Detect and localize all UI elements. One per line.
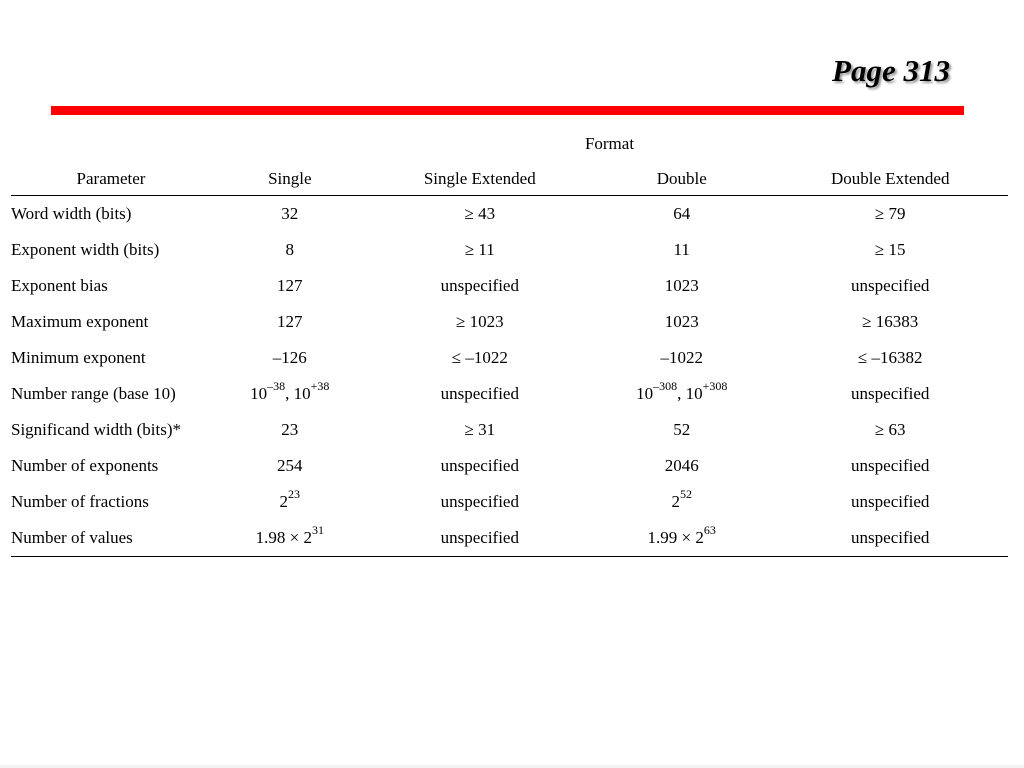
table-row — [11, 448, 1008, 484]
power-exponent: 52 — [679, 487, 692, 502]
row-parameter: Word width (bits) — [11, 204, 132, 223]
power-base: 2 — [303, 528, 312, 547]
table-row — [11, 304, 1008, 340]
cell-single — [211, 376, 369, 412]
row-parameter: Exponent width (bits) — [11, 240, 160, 259]
cell-single-extended: unspecified — [440, 492, 519, 511]
cell-double: 1023 — [664, 276, 699, 295]
cell-double: 1023 — [664, 312, 699, 331]
page-title: Page 313 — [832, 53, 950, 88]
cell-double: 11 — [673, 240, 690, 259]
column-header-double-extended: Double Extended — [772, 162, 1008, 196]
cell-double-extended: ≤ –16382 — [857, 348, 923, 367]
row-parameter: Exponent bias — [11, 276, 108, 295]
cell-double: 52 — [673, 420, 691, 439]
power-exponent: 23 — [288, 487, 301, 502]
range-low-exponent: –38 — [267, 379, 286, 394]
cell-double-extended: ≥ 15 — [874, 240, 906, 259]
cell-double-extended: unspecified — [851, 276, 930, 295]
column-header-row — [11, 162, 1008, 196]
row-parameter: Maximum exponent — [11, 312, 149, 331]
cell-single-extended: ≤ –1022 — [451, 348, 508, 367]
table-row — [11, 376, 1008, 412]
cell-single-extended: unspecified — [440, 384, 519, 403]
row-parameter: Number of exponents — [11, 456, 159, 475]
cell-single: 23 — [281, 420, 299, 439]
cell-double: 2046 — [664, 456, 699, 475]
cell-single — [211, 520, 369, 557]
column-header-single: Single — [211, 162, 369, 196]
cell-single-extended: ≥ 43 — [464, 204, 496, 223]
range-high-base: 10 — [293, 384, 311, 403]
cell-single: 8 — [285, 240, 295, 259]
row-parameter: Significand width (bits)* — [11, 420, 181, 439]
range-high-base: 10 — [685, 384, 703, 403]
column-header-single-extended: Single Extended — [369, 162, 591, 196]
empty-header-cell — [11, 126, 211, 162]
cell-double — [591, 484, 772, 520]
table-row — [11, 196, 1008, 233]
cell-double-extended: unspecified — [851, 492, 930, 511]
power-coefficient: 1.98 × — [255, 528, 304, 547]
table-row — [11, 268, 1008, 304]
row-parameter: Minimum exponent — [11, 348, 146, 367]
cell-single: –126 — [272, 348, 307, 367]
range-high-exponent: +308 — [702, 379, 728, 394]
cell-single-extended: unspecified — [440, 276, 519, 295]
cell-single-extended: unspecified — [440, 456, 519, 475]
cell-single-extended: unspecified — [369, 520, 591, 557]
cell-double-extended: ≥ 79 — [874, 204, 906, 223]
power-base: 2 — [279, 492, 289, 511]
range-low-base: 10 — [636, 384, 654, 403]
cell-double-extended: ≥ 16383 — [862, 312, 919, 331]
column-header-double: Double — [591, 162, 772, 196]
range-low-exponent: –308 — [653, 379, 678, 394]
column-header-parameter: Parameter — [11, 162, 211, 196]
table-row — [11, 340, 1008, 376]
row-parameter: Number of fractions — [11, 492, 149, 511]
cell-double-extended: ≥ 63 — [874, 420, 906, 439]
range-low-base: 10 — [250, 384, 268, 403]
cell-double-extended: unspecified — [851, 384, 930, 403]
cell-double — [591, 376, 772, 412]
float-format-table — [11, 126, 1008, 557]
row-parameter: Number range (base 10) — [11, 384, 176, 403]
table-row — [11, 412, 1008, 448]
cell-single: 254 — [277, 456, 303, 475]
power-base: 2 — [671, 492, 680, 511]
cell-double-extended: unspecified — [772, 520, 1008, 557]
cell-double — [591, 520, 772, 557]
cell-double-extended: unspecified — [851, 456, 930, 475]
power-base: 2 — [695, 528, 704, 547]
power-coefficient: 1.99 × — [647, 528, 696, 547]
table-row — [11, 484, 1008, 520]
range-separator: , — [677, 384, 686, 403]
cell-single: 32 — [281, 204, 299, 223]
cell-single: 127 — [277, 312, 303, 331]
table-row — [11, 232, 1008, 268]
cell-double: 64 — [673, 204, 691, 223]
cell-single-extended: ≥ 31 — [464, 420, 496, 439]
row-parameter: Number of values — [11, 520, 211, 557]
power-exponent: 63 — [703, 523, 716, 538]
power-exponent: 31 — [311, 523, 324, 538]
format-group-header-row — [11, 126, 1008, 162]
format-group-header: Format — [584, 134, 635, 153]
range-high-exponent: +38 — [310, 379, 330, 394]
cell-single: 127 — [277, 276, 303, 295]
cell-single-extended: ≥ 1023 — [455, 312, 504, 331]
cell-single-extended: ≥ 11 — [464, 240, 495, 259]
range-separator: , — [285, 384, 294, 403]
cell-single — [211, 484, 369, 520]
title-rule — [51, 106, 964, 115]
table-row — [11, 520, 1008, 557]
cell-double: –1022 — [660, 348, 703, 367]
